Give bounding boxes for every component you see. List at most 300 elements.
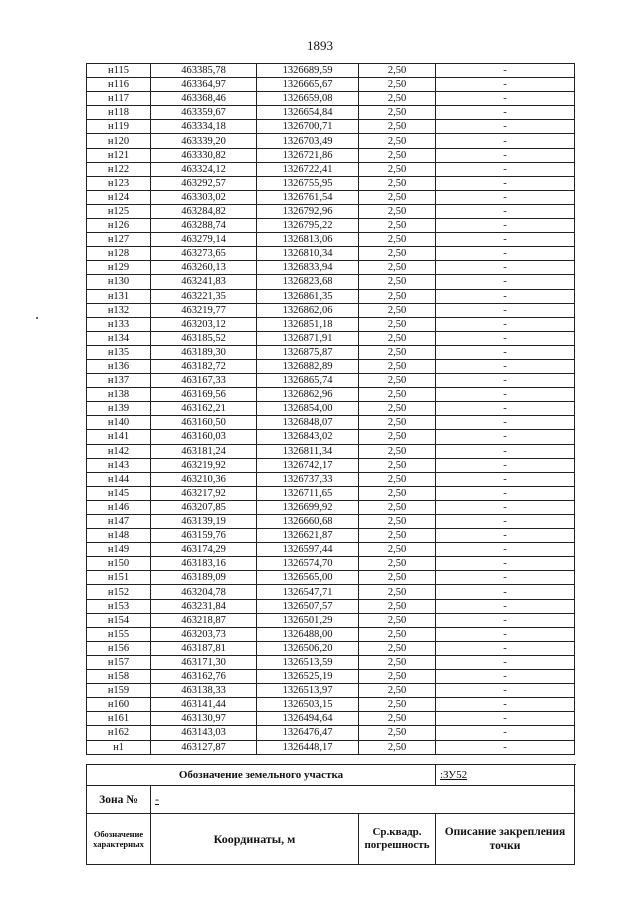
error-header: Ср.квадр. погрешность (359, 814, 436, 865)
y-coordinate-cell: 1326503,15 (257, 698, 359, 712)
point-id-cell: н136 (87, 359, 151, 373)
point-id-cell: н130 (87, 275, 151, 289)
x-coordinate-cell: 463330,82 (151, 148, 257, 162)
point-id-cell: н140 (87, 416, 151, 430)
error-cell: 2,50 (359, 219, 436, 233)
error-cell: 2,50 (359, 345, 436, 359)
y-coordinate-cell: 1326722,41 (257, 162, 359, 176)
x-coordinate-cell: 463189,09 (151, 571, 257, 585)
point-id-cell: н132 (87, 303, 151, 317)
description-cell: - (436, 402, 575, 416)
y-coordinate-cell: 1326689,59 (257, 64, 359, 78)
point-id-cell: н161 (87, 712, 151, 726)
y-coordinate-cell: 1326654,84 (257, 106, 359, 120)
point-id-cell: н144 (87, 472, 151, 486)
point-id-cell: н126 (87, 219, 151, 233)
x-coordinate-cell: 463364,97 (151, 78, 257, 92)
x-coordinate-cell: 463138,33 (151, 684, 257, 698)
description-cell: - (436, 585, 575, 599)
error-cell: 2,50 (359, 444, 436, 458)
point-id-cell: н152 (87, 585, 151, 599)
y-coordinate-cell: 1326862,96 (257, 388, 359, 402)
y-coordinate-cell: 1326565,00 (257, 571, 359, 585)
y-coordinate-cell: 1326513,97 (257, 684, 359, 698)
table-row (87, 374, 575, 388)
error-cell: 2,50 (359, 331, 436, 345)
table-row (87, 430, 575, 444)
error-cell: 2,50 (359, 359, 436, 373)
point-id-cell: н119 (87, 120, 151, 134)
point-id-cell: н158 (87, 670, 151, 684)
error-cell: 2,50 (359, 388, 436, 402)
table-row (87, 515, 575, 529)
x-coordinate-cell: 463162,76 (151, 670, 257, 684)
error-cell: 2,50 (359, 599, 436, 613)
description-header: Описание закрепления точки (436, 814, 575, 865)
description-cell: - (436, 190, 575, 204)
point-id-cell: н117 (87, 92, 151, 106)
point-id-cell: н124 (87, 190, 151, 204)
y-coordinate-cell: 1326823,68 (257, 275, 359, 289)
point-id-cell: н147 (87, 515, 151, 529)
x-coordinate-cell: 463169,56 (151, 388, 257, 402)
description-cell: - (436, 571, 575, 585)
description-cell: - (436, 500, 575, 514)
point-id-cell: н156 (87, 641, 151, 655)
description-cell: - (436, 472, 575, 486)
x-coordinate-cell: 463260,13 (151, 261, 257, 275)
x-coordinate-cell: 463187,81 (151, 641, 257, 655)
error-cell: 2,50 (359, 712, 436, 726)
point-id-cell: н135 (87, 345, 151, 359)
table-row (87, 289, 575, 303)
point-id-cell: н142 (87, 444, 151, 458)
x-coordinate-cell: 463385,78 (151, 64, 257, 78)
description-cell: - (436, 92, 575, 106)
point-id-cell: н148 (87, 529, 151, 543)
x-coordinate-cell: 463334,18 (151, 120, 257, 134)
x-coordinate-cell: 463217,92 (151, 486, 257, 500)
x-coordinate-cell: 463219,92 (151, 458, 257, 472)
point-id-cell: н125 (87, 204, 151, 218)
x-coordinate-cell: 463273,65 (151, 247, 257, 261)
point-id-cell: н134 (87, 331, 151, 345)
point-designation-header: Обозначение характерных (87, 814, 151, 865)
x-coordinate-cell: 463160,03 (151, 430, 257, 444)
x-coordinate-cell: 463219,77 (151, 303, 257, 317)
table-row (87, 712, 575, 726)
error-cell: 2,50 (359, 233, 436, 247)
error-cell: 2,50 (359, 64, 436, 78)
error-cell: 2,50 (359, 134, 436, 148)
table-row (87, 190, 575, 204)
x-coordinate-cell: 463207,85 (151, 500, 257, 514)
table-row (87, 359, 575, 373)
plot-designation-value: :ЗУ52 (436, 765, 575, 786)
table-row (87, 670, 575, 684)
x-coordinate-cell: 463162,21 (151, 402, 257, 416)
description-cell: - (436, 247, 575, 261)
error-cell: 2,50 (359, 148, 436, 162)
table-row (87, 106, 575, 120)
y-coordinate-cell: 1326875,87 (257, 345, 359, 359)
table-row (87, 317, 575, 331)
error-cell: 2,50 (359, 275, 436, 289)
table-row (87, 444, 575, 458)
description-cell: - (436, 698, 575, 712)
description-cell: - (436, 515, 575, 529)
y-coordinate-cell: 1326862,06 (257, 303, 359, 317)
point-id-cell: н145 (87, 486, 151, 500)
table-row (87, 613, 575, 627)
error-cell: 2,50 (359, 726, 436, 740)
table-row (87, 120, 575, 134)
x-coordinate-cell: 463241,83 (151, 275, 257, 289)
zone-value: - (151, 786, 575, 814)
description-cell: - (436, 374, 575, 388)
point-id-cell: н138 (87, 388, 151, 402)
point-id-cell: н128 (87, 247, 151, 261)
y-coordinate-cell: 1326703,49 (257, 134, 359, 148)
x-coordinate-cell: 463288,74 (151, 219, 257, 233)
error-cell: 2,50 (359, 670, 436, 684)
description-cell: - (436, 303, 575, 317)
description-cell: - (436, 359, 575, 373)
x-coordinate-cell: 463143,03 (151, 726, 257, 740)
coordinates-table (86, 63, 575, 755)
x-coordinate-cell: 463368,46 (151, 92, 257, 106)
y-coordinate-cell: 1326525,19 (257, 670, 359, 684)
x-coordinate-cell: 463139,19 (151, 515, 257, 529)
description-cell: - (436, 557, 575, 571)
y-coordinate-cell: 1326737,33 (257, 472, 359, 486)
point-id-cell: н159 (87, 684, 151, 698)
coordinates-header: Координаты, м (151, 814, 359, 865)
table-row (87, 148, 575, 162)
error-cell: 2,50 (359, 655, 436, 669)
description-cell: - (436, 416, 575, 430)
x-coordinate-cell: 463174,29 (151, 543, 257, 557)
error-cell: 2,50 (359, 543, 436, 557)
y-coordinate-cell: 1326810,34 (257, 247, 359, 261)
error-cell: 2,50 (359, 641, 436, 655)
x-coordinate-cell: 463204,78 (151, 585, 257, 599)
table-row (87, 402, 575, 416)
scan-speck (36, 317, 38, 319)
description-cell: - (436, 233, 575, 247)
x-coordinate-cell: 463284,82 (151, 204, 257, 218)
x-coordinate-cell: 463231,84 (151, 599, 257, 613)
table-row (87, 543, 575, 557)
description-cell: - (436, 740, 575, 754)
y-coordinate-cell: 1326833,94 (257, 261, 359, 275)
x-coordinate-cell: 463127,87 (151, 740, 257, 754)
description-cell: - (436, 317, 575, 331)
x-coordinate-cell: 463279,14 (151, 233, 257, 247)
table-row (87, 303, 575, 317)
point-id-cell: н115 (87, 64, 151, 78)
table-row (87, 92, 575, 106)
x-coordinate-cell: 463303,02 (151, 190, 257, 204)
error-cell: 2,50 (359, 698, 436, 712)
table-row (87, 472, 575, 486)
x-coordinate-cell: 463210,36 (151, 472, 257, 486)
point-id-cell: н116 (87, 78, 151, 92)
point-id-cell: н1 (87, 740, 151, 754)
point-id-cell: н151 (87, 571, 151, 585)
y-coordinate-cell: 1326665,67 (257, 78, 359, 92)
description-cell: - (436, 204, 575, 218)
table-row (87, 557, 575, 571)
description-cell: - (436, 345, 575, 359)
error-cell: 2,50 (359, 317, 436, 331)
x-coordinate-cell: 463167,33 (151, 374, 257, 388)
point-id-cell: н162 (87, 726, 151, 740)
table-row (87, 585, 575, 599)
y-coordinate-cell: 1326448,17 (257, 740, 359, 754)
description-cell: - (436, 261, 575, 275)
table-row (87, 684, 575, 698)
x-coordinate-cell: 463203,12 (151, 317, 257, 331)
point-id-cell: н139 (87, 402, 151, 416)
y-coordinate-cell: 1326792,96 (257, 204, 359, 218)
description-cell: - (436, 543, 575, 557)
y-coordinate-cell: 1326742,17 (257, 458, 359, 472)
point-id-cell: н121 (87, 148, 151, 162)
y-coordinate-cell: 1326501,29 (257, 613, 359, 627)
description-cell: - (436, 148, 575, 162)
x-coordinate-cell: 463130,97 (151, 712, 257, 726)
error-cell: 2,50 (359, 472, 436, 486)
error-cell: 2,50 (359, 303, 436, 317)
y-coordinate-cell: 1326882,89 (257, 359, 359, 373)
point-id-cell: н143 (87, 458, 151, 472)
y-coordinate-cell: 1326507,57 (257, 599, 359, 613)
point-id-cell: н157 (87, 655, 151, 669)
y-coordinate-cell: 1326761,54 (257, 190, 359, 204)
table-row (87, 331, 575, 345)
description-cell: - (436, 670, 575, 684)
description-cell: - (436, 120, 575, 134)
table-row (87, 247, 575, 261)
y-coordinate-cell: 1326700,71 (257, 120, 359, 134)
error-cell: 2,50 (359, 500, 436, 514)
point-id-cell: н137 (87, 374, 151, 388)
zone-row (87, 786, 575, 814)
plot-designation-label: Обозначение земельного участка (87, 765, 436, 786)
y-coordinate-cell: 1326506,20 (257, 641, 359, 655)
point-id-cell: н160 (87, 698, 151, 712)
coordinates-table-body (87, 64, 575, 755)
x-coordinate-cell: 463292,57 (151, 176, 257, 190)
description-cell: - (436, 106, 575, 120)
description-cell: - (436, 529, 575, 543)
description-cell: - (436, 655, 575, 669)
table-row (87, 261, 575, 275)
y-coordinate-cell: 1326476,47 (257, 726, 359, 740)
table-row (87, 345, 575, 359)
table-row (87, 162, 575, 176)
y-coordinate-cell: 1326621,87 (257, 529, 359, 543)
y-coordinate-cell: 1326659,08 (257, 92, 359, 106)
table-row (87, 740, 575, 754)
description-cell: - (436, 444, 575, 458)
point-id-cell: н141 (87, 430, 151, 444)
table-row (87, 698, 575, 712)
point-id-cell: н154 (87, 613, 151, 627)
error-cell: 2,50 (359, 416, 436, 430)
plot-designation-row (87, 765, 575, 786)
error-cell: 2,50 (359, 458, 436, 472)
point-id-cell: н131 (87, 289, 151, 303)
table-row (87, 726, 575, 740)
description-cell: - (436, 641, 575, 655)
table-row (87, 134, 575, 148)
zone-label: Зона № (87, 786, 151, 814)
x-coordinate-cell: 463141,44 (151, 698, 257, 712)
plot-header-table (86, 764, 575, 865)
error-cell: 2,50 (359, 247, 436, 261)
y-coordinate-cell: 1326871,91 (257, 331, 359, 345)
description-cell: - (436, 599, 575, 613)
error-cell: 2,50 (359, 557, 436, 571)
y-coordinate-cell: 1326795,22 (257, 219, 359, 233)
y-coordinate-cell: 1326851,18 (257, 317, 359, 331)
y-coordinate-cell: 1326861,35 (257, 289, 359, 303)
point-id-cell: н146 (87, 500, 151, 514)
error-cell: 2,50 (359, 402, 436, 416)
point-id-cell: н153 (87, 599, 151, 613)
error-cell: 2,50 (359, 585, 436, 599)
point-id-cell: н122 (87, 162, 151, 176)
error-cell: 2,50 (359, 430, 436, 444)
description-cell: - (436, 78, 575, 92)
x-coordinate-cell: 463324,12 (151, 162, 257, 176)
description-cell: - (436, 64, 575, 78)
point-id-cell: н118 (87, 106, 151, 120)
description-cell: - (436, 458, 575, 472)
table-row (87, 486, 575, 500)
error-cell: 2,50 (359, 106, 436, 120)
x-coordinate-cell: 463339,20 (151, 134, 257, 148)
table-row (87, 176, 575, 190)
point-id-cell: н129 (87, 261, 151, 275)
y-coordinate-cell: 1326711,65 (257, 486, 359, 500)
description-cell: - (436, 176, 575, 190)
x-coordinate-cell: 463218,87 (151, 613, 257, 627)
error-cell: 2,50 (359, 571, 436, 585)
description-cell: - (436, 726, 575, 740)
table-row (87, 78, 575, 92)
table-row (87, 204, 575, 218)
y-coordinate-cell: 1326865,74 (257, 374, 359, 388)
description-cell: - (436, 430, 575, 444)
x-coordinate-cell: 463160,50 (151, 416, 257, 430)
table-row (87, 64, 575, 78)
error-cell: 2,50 (359, 162, 436, 176)
description-cell: - (436, 388, 575, 402)
point-id-cell: н133 (87, 317, 151, 331)
y-coordinate-cell: 1326848,07 (257, 416, 359, 430)
description-cell: - (436, 486, 575, 500)
point-id-cell: н155 (87, 627, 151, 641)
y-coordinate-cell: 1326597,44 (257, 543, 359, 557)
x-coordinate-cell: 463221,35 (151, 289, 257, 303)
table-row (87, 655, 575, 669)
table-row (87, 275, 575, 289)
point-id-cell: н150 (87, 557, 151, 571)
error-cell: 2,50 (359, 176, 436, 190)
point-id-cell: н120 (87, 134, 151, 148)
point-id-cell: н127 (87, 233, 151, 247)
y-coordinate-cell: 1326843,02 (257, 430, 359, 444)
point-id-cell: н123 (87, 176, 151, 190)
error-cell: 2,50 (359, 120, 436, 134)
error-cell: 2,50 (359, 78, 436, 92)
page-number: 1893 (307, 38, 333, 53)
description-cell: - (436, 627, 575, 641)
y-coordinate-cell: 1326854,00 (257, 402, 359, 416)
description-cell: - (436, 684, 575, 698)
error-cell: 2,50 (359, 204, 436, 218)
description-cell: - (436, 219, 575, 233)
description-cell: - (436, 712, 575, 726)
y-coordinate-cell: 1326488,00 (257, 627, 359, 641)
error-cell: 2,50 (359, 374, 436, 388)
table-row (87, 219, 575, 233)
y-coordinate-cell: 1326494,64 (257, 712, 359, 726)
y-coordinate-cell: 1326755,95 (257, 176, 359, 190)
error-cell: 2,50 (359, 613, 436, 627)
description-cell: - (436, 162, 575, 176)
x-coordinate-cell: 463171,30 (151, 655, 257, 669)
table-row (87, 458, 575, 472)
table-row (87, 571, 575, 585)
y-coordinate-cell: 1326721,86 (257, 148, 359, 162)
error-cell: 2,50 (359, 261, 436, 275)
error-cell: 2,50 (359, 740, 436, 754)
column-header-row (87, 814, 575, 865)
y-coordinate-cell: 1326699,92 (257, 500, 359, 514)
table-row (87, 641, 575, 655)
table-row (87, 599, 575, 613)
x-coordinate-cell: 463159,76 (151, 529, 257, 543)
y-coordinate-cell: 1326547,71 (257, 585, 359, 599)
description-cell: - (436, 275, 575, 289)
error-cell: 2,50 (359, 289, 436, 303)
table-row (87, 529, 575, 543)
error-cell: 2,50 (359, 684, 436, 698)
error-cell: 2,50 (359, 627, 436, 641)
error-cell: 2,50 (359, 515, 436, 529)
x-coordinate-cell: 463181,24 (151, 444, 257, 458)
error-cell: 2,50 (359, 529, 436, 543)
y-coordinate-cell: 1326811,34 (257, 444, 359, 458)
y-coordinate-cell: 1326513,59 (257, 655, 359, 669)
x-coordinate-cell: 463189,30 (151, 345, 257, 359)
description-cell: - (436, 331, 575, 345)
table-row (87, 388, 575, 402)
description-cell: - (436, 289, 575, 303)
x-coordinate-cell: 463182,72 (151, 359, 257, 373)
description-cell: - (436, 134, 575, 148)
error-cell: 2,50 (359, 190, 436, 204)
point-id-cell: н149 (87, 543, 151, 557)
y-coordinate-cell: 1326574,70 (257, 557, 359, 571)
table-row (87, 233, 575, 247)
x-coordinate-cell: 463185,52 (151, 331, 257, 345)
table-row (87, 627, 575, 641)
